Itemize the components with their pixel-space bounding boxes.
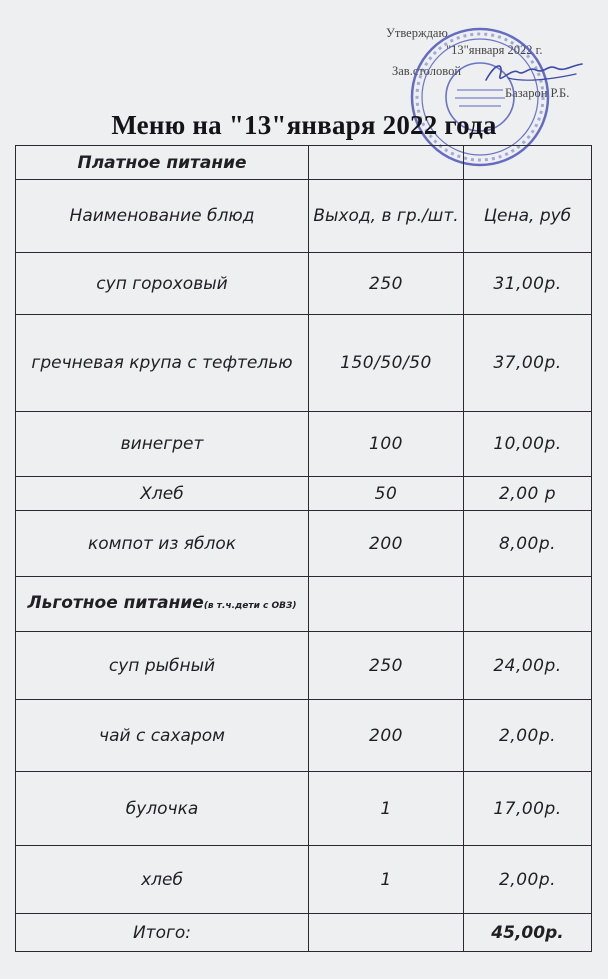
- dish-name: хлеб: [16, 846, 309, 914]
- empty-cell: [309, 577, 464, 632]
- table-row: [16, 253, 592, 315]
- dish-output: 100: [309, 412, 464, 477]
- table-row: [16, 772, 592, 846]
- header-row: [16, 180, 592, 253]
- dish-price: 31,00р.: [464, 253, 592, 315]
- dish-price: 24,00р.: [464, 632, 592, 700]
- empty-cell: [309, 914, 464, 952]
- dish-price: 17,00р.: [464, 772, 592, 846]
- approved-label: Утверждаю: [386, 26, 448, 40]
- total-value: 45,00р.: [464, 914, 592, 952]
- dish-output: 250: [309, 253, 464, 315]
- menu-table: [15, 145, 592, 952]
- approval-date: "13"января 2022 г.: [446, 43, 543, 57]
- dish-name: суп рыбный: [16, 632, 309, 700]
- dish-price: 2,00р.: [464, 846, 592, 914]
- dish-price: 8,00р.: [464, 511, 592, 577]
- empty-cell: [464, 146, 592, 180]
- approver-name: Базарон Р.Б.: [505, 86, 570, 100]
- total-label: Итого:: [16, 914, 309, 952]
- table-row: [16, 477, 592, 511]
- benefit-section-row: [16, 577, 592, 632]
- dish-name: чай с сахаром: [16, 700, 309, 772]
- dish-price: 37,00р.: [464, 315, 592, 412]
- paid-section-row: [16, 146, 592, 180]
- dish-output: 50: [309, 477, 464, 511]
- dish-output: 150/50/50: [309, 315, 464, 412]
- signature: [478, 58, 588, 88]
- dish-name: гречневая крупа с тефтелью: [16, 315, 309, 412]
- table-row: [16, 632, 592, 700]
- benefit-section-title: Льготное питание: [27, 592, 204, 613]
- benefit-section-label: [16, 577, 309, 632]
- dish-price: 2,00р.: [464, 700, 592, 772]
- table-row: [16, 412, 592, 477]
- empty-cell: [309, 146, 464, 180]
- table-row: [16, 846, 592, 914]
- table-row: [16, 315, 592, 412]
- dish-name: винегрет: [16, 412, 309, 477]
- dish-name: компот из яблок: [16, 511, 309, 577]
- dish-price: 10,00р.: [464, 412, 592, 477]
- header-output: Выход, в гр./шт.: [309, 180, 464, 253]
- dish-output: 200: [309, 700, 464, 772]
- empty-cell: [464, 577, 592, 632]
- total-row: [16, 914, 592, 952]
- approver-position: Зав.столовой: [392, 64, 462, 78]
- header-name: Наименование блюд: [16, 180, 309, 253]
- dish-output: 200: [309, 511, 464, 577]
- header-price: Цена, руб: [464, 180, 592, 253]
- dish-name: суп гороховый: [16, 253, 309, 315]
- dish-output: 250: [309, 632, 464, 700]
- dish-output: 1: [309, 772, 464, 846]
- dish-name: булочка: [16, 772, 309, 846]
- table-row: [16, 511, 592, 577]
- dish-price: 2,00 р: [464, 477, 592, 511]
- menu-title: Меню на "13"января 2022 года: [111, 110, 497, 140]
- benefit-section-note: (в т.ч.дети с ОВЗ): [203, 600, 297, 611]
- paid-section-label: Платное питание: [16, 146, 309, 180]
- dish-name: Хлеб: [16, 477, 309, 511]
- table-row: [16, 700, 592, 772]
- dish-output: 1: [309, 846, 464, 914]
